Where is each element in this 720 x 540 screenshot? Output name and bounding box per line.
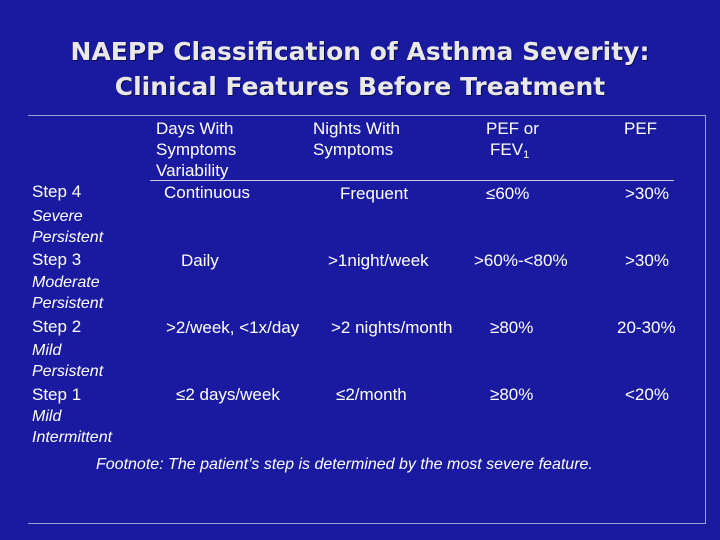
footnote: Footnote: The patient’s step is determined by the most severe feature. [96,456,593,473]
step-1-pef: <20% [625,385,669,404]
title-line-1: NAEPP Classification of Asthma Severity: [70,37,650,66]
slide-title [0,34,720,104]
step-3-severity: Moderate Persistent [32,274,104,312]
step-4-label: Step 4 [32,182,82,201]
step-3-pef: >30% [625,251,669,270]
header-days: Days With Symptoms Variability [156,119,237,180]
header-pef-or-fev: PEF or $FEV_1$ [486,119,539,161]
step-1-nights: ≤2/month [336,385,407,404]
step-3-label: Step 3 [32,250,82,269]
step-4-severity: Severe Persistent [32,208,104,246]
step-4-pef-fev: ≤60% [486,184,530,203]
step-3-nights: >1night/week [328,251,429,270]
step-2-nights: >2 nights/month [331,318,453,337]
header-rule [150,180,674,181]
step-1-pef-fev: ≥80% [490,385,534,404]
step-2-label: Step 2 [32,317,82,336]
step-2-days: >2/week, <1x/day [166,318,300,337]
title-line-2: Clinical Features Before Treatment [114,72,606,101]
step-4-nights: Frequent [340,184,409,203]
step-2-severity: Mild Persistent [32,342,104,380]
step-1-label: Step 1 [32,385,82,404]
step-1-severity: Mild Intermittent [32,408,113,446]
step-3-days: Daily [181,251,219,270]
step-2-pef-fev: ≥80% [490,318,534,337]
step-4-pef: >30% [625,184,669,203]
step-1-days: ≤2 days/week [176,385,280,404]
step-3-pef-fev: >60%-<80% [474,251,568,270]
step-4-days: Continuous [164,183,251,202]
header-pef: PEF [624,119,658,138]
step-2-pef: 20-30% [617,318,676,337]
header-nights: Nights With Symptoms [313,119,400,159]
